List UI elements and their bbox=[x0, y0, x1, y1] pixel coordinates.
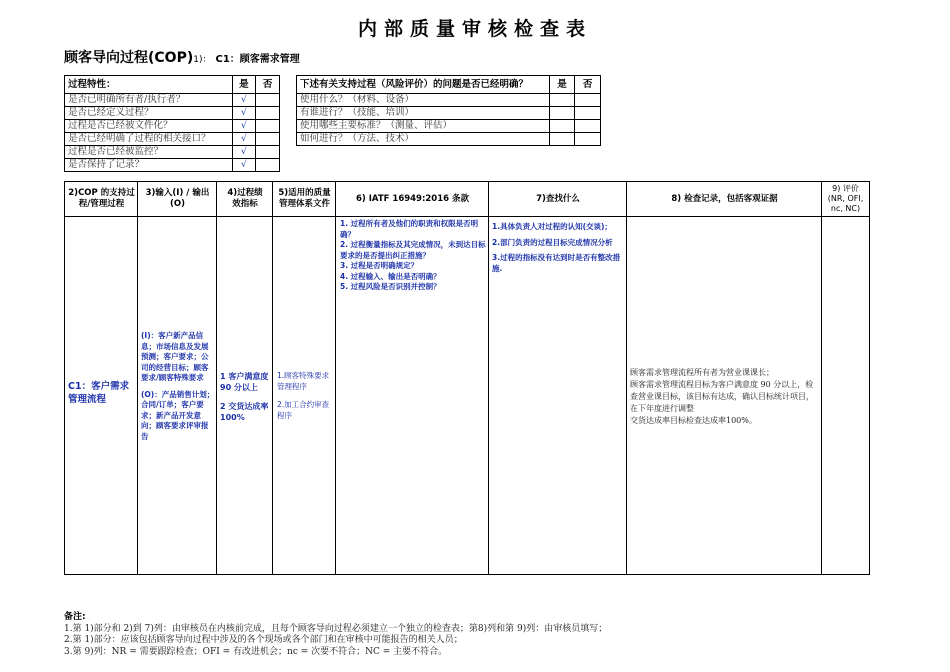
support-question: 使用哪些主要标准？（测量、评估） bbox=[297, 120, 550, 133]
checkmark: √ bbox=[241, 160, 247, 170]
clause-item: 3. 过程是否明确规定？ bbox=[340, 261, 419, 270]
header-support-process: 2)COP 的支持过程/管理过程 bbox=[68, 188, 135, 209]
support-process-table bbox=[296, 75, 601, 146]
no-cell[interactable] bbox=[256, 107, 280, 120]
process-name: C1：客户需求管理流程 bbox=[68, 381, 130, 405]
clause-item: 2. 过程衡量指标及其完成情况，未到达目标要求的是否提出纠正措施？ bbox=[340, 240, 486, 260]
table-row bbox=[297, 133, 601, 146]
header-qms-docs: 5)适用的质量管理体系文件 bbox=[278, 188, 331, 209]
yes-cell[interactable] bbox=[232, 107, 256, 120]
io-cell bbox=[141, 331, 215, 442]
characteristics-header-row bbox=[65, 76, 280, 94]
header-divider bbox=[65, 216, 869, 217]
note-line: 3.第 9)列：NR = 需要跟踪检查；OFI = 有改进机会；nc = 次要不符合；NC = 主要不符合。 bbox=[64, 646, 448, 657]
support-header-label: 下述有关支持过程（风险评价）的问题是否已经明确？ bbox=[297, 76, 550, 94]
yes-cell[interactable] bbox=[232, 94, 256, 107]
yes-cell[interactable] bbox=[549, 107, 575, 120]
yes-cell[interactable] bbox=[232, 146, 256, 159]
table-row bbox=[65, 94, 280, 107]
no-cell[interactable] bbox=[256, 146, 280, 159]
look-for-item: 1.具体负责人对过程的认知(交谈)； bbox=[492, 222, 612, 231]
yes-cell[interactable] bbox=[549, 133, 575, 146]
checkmark: √ bbox=[241, 121, 247, 131]
checkmark: √ bbox=[241, 134, 247, 144]
header-evaluation: 9) 评价(NR, OFI, nc, NC) bbox=[827, 184, 864, 213]
document-title: 内部质量审核检查表 bbox=[357, 18, 592, 40]
look-for-cell bbox=[492, 222, 624, 274]
table-row bbox=[65, 159, 280, 172]
record-line: 交货达成率目标检查达成率100%。 bbox=[630, 416, 757, 425]
header-iatf-clause: 6) IATF 16949:2016 条款 bbox=[356, 193, 469, 204]
checkmark: √ bbox=[241, 147, 247, 157]
yes-cell[interactable] bbox=[549, 94, 575, 107]
kpi-item: 2 交货达成率 100% bbox=[220, 402, 269, 422]
record-line: 顾客需求管理流程所有者为营业课课长； bbox=[630, 368, 774, 377]
characteristic-question: 过程是否已经被监控？ bbox=[65, 146, 233, 159]
table-row bbox=[297, 94, 601, 107]
clause-cell bbox=[340, 219, 486, 293]
audit-main-table bbox=[64, 181, 870, 575]
yes-cell[interactable] bbox=[232, 120, 256, 133]
support-question: 有谁进行？（技能、培训） bbox=[297, 107, 550, 120]
yes-cell[interactable] bbox=[549, 120, 575, 133]
look-for-item: 2.部门负责的过程目标完成情况分析 bbox=[492, 237, 613, 247]
doc-item: 1.顾客特殊要求管理程序 bbox=[277, 371, 330, 391]
record-line: 顾客需求管理流程目标为客户满意度 90 分以上，检查营业课目标，该目标有达成，确认目标统计项目，在下年度进行调整 bbox=[630, 380, 814, 413]
kpi-cell bbox=[220, 371, 270, 423]
no-cell[interactable] bbox=[256, 120, 280, 133]
doc-item: 2.加工合约审查程序 bbox=[277, 400, 330, 420]
output-text: (O)：产品销售计划；合同/订单；客户要求；新产品开发意向；顾客要求评审报告 bbox=[141, 389, 215, 441]
characteristic-question: 是否已经定义过程？ bbox=[65, 107, 233, 120]
look-for-item: 3.过程的指标没有达到时是否有整改措施. bbox=[492, 253, 621, 273]
table-row bbox=[65, 120, 280, 133]
table-row bbox=[65, 133, 280, 146]
no-cell[interactable] bbox=[256, 94, 280, 107]
header-look-for: 7)查找什么 bbox=[536, 193, 580, 204]
support-question: 使用什么？（材料、设备） bbox=[297, 94, 550, 107]
yes-cell[interactable] bbox=[232, 133, 256, 146]
input-text: (I)：客户新产品信息；市场信息及发展预测；客户要求；公司的经营目标；顾客要求/顾客特殊要求 bbox=[141, 331, 209, 382]
table-row bbox=[65, 107, 280, 120]
process-subtitle bbox=[64, 47, 300, 67]
no-cell[interactable] bbox=[575, 94, 601, 107]
process-characteristics-table bbox=[64, 75, 280, 172]
characteristic-question: 过程是否已经被文件化？ bbox=[65, 120, 233, 133]
no-cell[interactable] bbox=[575, 107, 601, 120]
header-input-output: 3)输入(I) / 输出(O) bbox=[145, 188, 210, 209]
characteristic-question: 是否保持了记录？ bbox=[65, 159, 233, 172]
checkmark: √ bbox=[241, 108, 247, 118]
clause-item: 5. 过程风险是否识别并控制？ bbox=[340, 282, 441, 291]
c1-label: C1：顾客需求管理 bbox=[215, 54, 300, 65]
table-row bbox=[65, 146, 280, 159]
notes-heading: 备注: bbox=[64, 612, 86, 622]
no-cell[interactable] bbox=[575, 120, 601, 133]
header-kpi: 4)过程绩效指标 bbox=[227, 188, 263, 209]
characteristics-header-yes: 是 bbox=[232, 76, 256, 94]
support-header-no: 否 bbox=[575, 76, 601, 94]
notes-section bbox=[64, 612, 607, 658]
note-line: 1.第 1)部分和 2)到 7)列：由审核员在内核前完成，且每个顾客导向过程必须建立一个独立的检查表；第8)列和第 9)列：由审核员填写； bbox=[64, 623, 608, 634]
no-cell[interactable] bbox=[256, 159, 280, 172]
clause-item: 4. 过程输入、输出是否明确？ bbox=[340, 271, 441, 281]
yes-cell[interactable] bbox=[232, 159, 256, 172]
note-line: 2.第 1)部分：应该包括顾客导向过程中涉及的各个现场或各个部门和在审核中可能报告的相关人员； bbox=[64, 635, 463, 645]
support-header-yes: 是 bbox=[549, 76, 575, 94]
cop-label: 顾客导向过程(COP) bbox=[64, 50, 194, 66]
characteristic-question: 是否已经明确了过程的相关接口？ bbox=[65, 133, 233, 146]
no-cell[interactable] bbox=[575, 133, 601, 146]
header-records: 8) 检查记录，包括客观证据 bbox=[671, 193, 778, 204]
characteristics-header-label: 过程特性： bbox=[65, 76, 233, 94]
docs-cell bbox=[277, 371, 334, 421]
cop-note-ref: 1)： bbox=[193, 55, 212, 65]
no-cell[interactable] bbox=[256, 133, 280, 146]
records-cell bbox=[630, 367, 820, 427]
table-row bbox=[297, 120, 601, 133]
checkmark: √ bbox=[241, 95, 247, 105]
clause-item: 1. 过程所有者及他们的职责和权限是否明确？ bbox=[340, 219, 479, 239]
kpi-item: 1 客户满意度 90 分以上 bbox=[220, 372, 269, 392]
support-question: 如何进行？（方法、技术） bbox=[297, 133, 550, 146]
characteristics-header-no: 否 bbox=[256, 76, 280, 94]
characteristic-question: 是否已明确所有者/执行者？ bbox=[65, 94, 233, 107]
support-header-row bbox=[297, 76, 601, 94]
table-row bbox=[297, 107, 601, 120]
